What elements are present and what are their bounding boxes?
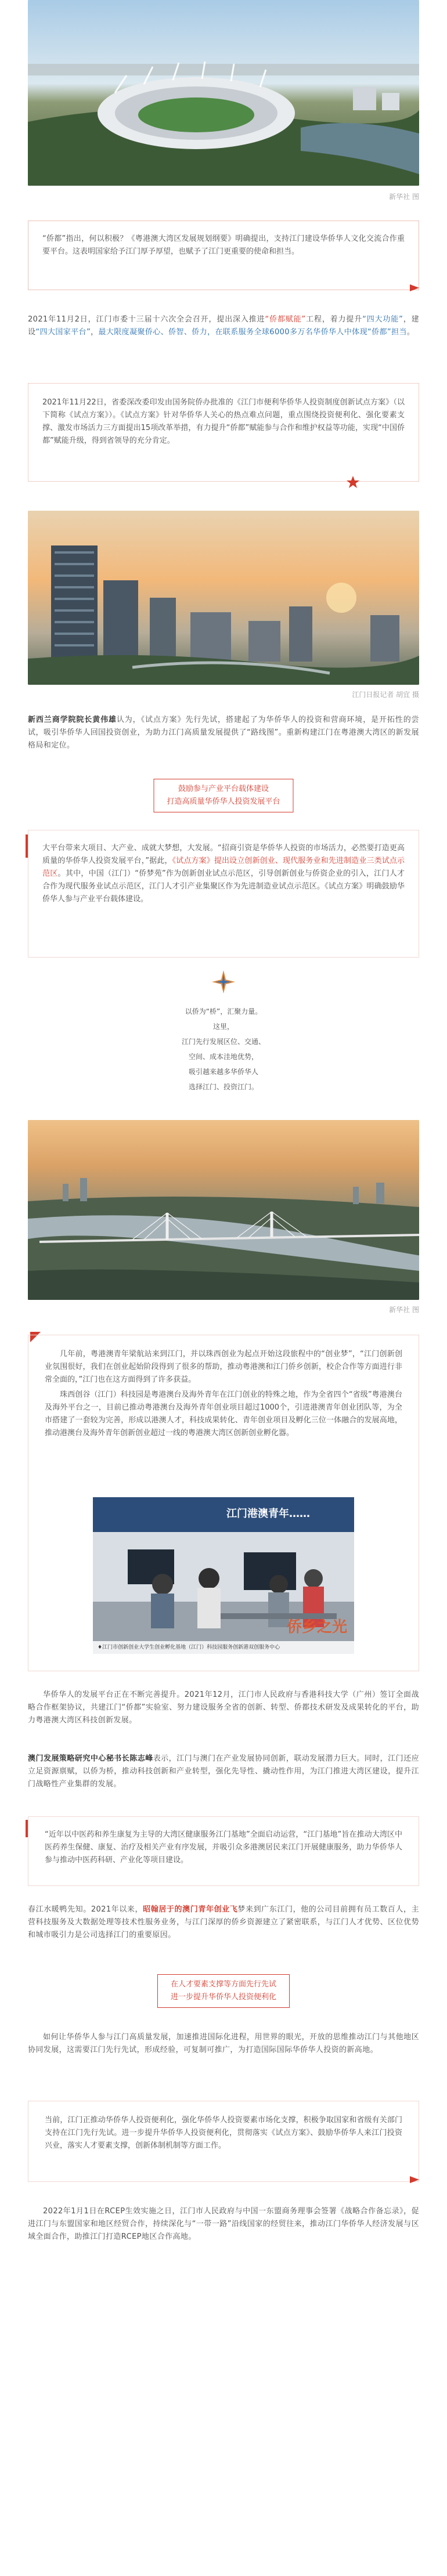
paragraph-plenary <box>28 313 419 339</box>
paragraph-globalization <box>28 2031 419 2057</box>
poem-line-5: 吸引越来越多华侨华人 <box>188 1068 258 1076</box>
platform-box <box>28 830 419 958</box>
photo-credit-3: 新华社 图 <box>389 1306 419 1314</box>
facilitation-box <box>28 2101 419 2182</box>
skyline-illustration <box>28 511 419 685</box>
poem-block <box>0 1004 447 1094</box>
para1-mid3: ， <box>91 328 99 337</box>
section-heading-line1: 鼓励参与产业平台载体建设 <box>178 785 269 793</box>
para1-mid1: 工程，着力提升 <box>305 315 363 324</box>
inset-sign: 江门港澳青年…… <box>226 1508 310 1520</box>
pilot-plan-text: 2021年11月22日，省委深改委印发由国务院侨办批准的《江门市便利华侨华人投资制度创新试点方案》（以下简称《试点方案》）。《试点方案》针对华侨华人关心的热点难点问题，重点围绕投资便利化、强化要素支撑、激发市场活力三方面提出15项改革举措，有力提升“侨都”赋能参与合作和维护权益等功能，实现“中国侨都”赋能升级，得到省领导的充分肯定。 <box>42 398 405 445</box>
platform-progress-text: 华侨华人的发展平台正在不断完善提升。2021年12月，江门市人民政府与香港科技大学（广州）签订全面战略合作框架协议，共建江门“侨都”实验室、努力建设服务全省的创新、转型、侨都技术研发及成果转化的平台，助力粤港澳大湾区科技创新发展。 <box>28 1690 419 1725</box>
pilot-plan-box <box>28 383 419 482</box>
poem-line-6: 选择江门、投资江门。 <box>188 1083 258 1091</box>
para5-lead: 春江水暖鸭先知。2021年以来， <box>28 1905 143 1914</box>
entrepreneur-para-1: 几年前，粤港澳青年梁航站来到江门，并以珠西创业为起点开始这段旅程中的“创业梦”，“江门创新创业氛围很好，我们在创业起始阶段得到了很多的帮助，推动粤港澳和江门侨乡创新，校企合作等方面进行非常全面的，”江门也在这方面得到了许多获益。 <box>45 1350 402 1384</box>
macao-expert-quote: 表示，江门与澳门在产业发展协同创新，联动发展潜力巨大。同时，江门还应立足资源禀赋，以侨为桥，推动科技创新和产业转型，强化先导性、撬动性作用，为江门推进大湾区建设，提升江门战略性产业集群的发展。 <box>28 1754 419 1789</box>
red-triangle-icon-2 <box>410 2176 419 2183</box>
bridge-aerial-photo <box>28 1120 419 1300</box>
para1-highlight-hero: “侨都赋能” <box>265 315 306 324</box>
inset-photo <box>93 1497 354 1654</box>
para1-mid2: ，建设 <box>28 315 419 337</box>
stadium-scene-illustration <box>28 0 419 186</box>
para1-lead: 2021年11月2日，江门市委十三届十六次全会召开，提出深入推进 <box>28 315 265 324</box>
facilitation-text: 当前，江门正推动华侨华人投资便利化，强化华侨华人投资要素市场化支撑，积极争取国家和省级有关部门支持在江门先行先试。进一步提升华侨华人投资便利化，贯彻落实《试点方案》、鼓励华侨华人来江门投资兴业，落实人才要素支撑，创新体制机制等方面工作。 <box>45 2116 402 2150</box>
rcep-text: 2022年1月1日在RCEP生效实施之日，江门市人民政府与中国一东盟商务理事会签署《战略合作备忘录》，促进江门与东盟国家和地区经贸合作，持续深化与“一带一路”沿线国家的经贸往来，推动江门华侨华人经济发展与区域全面合作，助推江门打造RCEP地区合作高地。 <box>28 2207 419 2241</box>
health-base-box <box>28 1816 419 1886</box>
city-skyline-photo <box>28 511 419 685</box>
para1-highlight-four-functions: “四大功能” <box>362 315 403 324</box>
globalization-text: 如何让华侨华人参与江门高质量发展，加速推进国际化进程，用世界的眼光，开放的思维推动江门与其他地区协同发展，这需要江门先行先试，形成经验，可复制可推广，为打造国际国际华侨华人投资的新高地。 <box>28 2033 419 2054</box>
bridge-illustration <box>28 1120 419 1300</box>
red-triangle-icon <box>410 284 419 291</box>
photo-credit-2: 江门日报记者 胡宜 摄 <box>352 691 419 699</box>
inset-watermark: 侨乡之光 <box>286 1618 347 1636</box>
section-heading-line2: 打造高质量华侨华人投资发展平台 <box>167 797 280 806</box>
red-star-icon <box>347 476 359 489</box>
expert-quote: 认为，《试点方案》先行先试，搭建起了为华侨华人的投资和营商环境，是开拓性的尝试，吸引华侨华人回国投资创业，为助力江门高质量发展提供了“路线图”。重新构建江门在粤港澳大湾区的新发展格局和定位。 <box>28 716 419 750</box>
expert-name: 新西兰商学院院长黄伟雄 <box>28 716 117 724</box>
platform-highlight: 《试点方案》提出设立创新创业、现代服务业和先进制造业三类试点示范区 <box>42 857 405 878</box>
intro-text: “侨都”指出，何以积极？《粤港澳大湾区发展规划纲要》明确提出，支持江门建设华侨华人文化交流合作重要平台。这表明国家给予江门厚予厚望，也赋予了江门更重要的使命和担当。 <box>42 234 405 256</box>
four-point-star-icon <box>212 970 235 993</box>
platform-text-lead: 大平台带来大项目、大产业、成就大梦想，大发展。“招商引资是华侨华人投资的市场活力，必然要打造更高质量的华侨华人投资发展平台，”据此， <box>42 844 405 865</box>
photo-credit: 新华社 图 <box>389 193 419 201</box>
paragraph-macao-view <box>28 1753 419 1791</box>
para1-highlight-gather: 最大限度凝聚侨心、侨智、侨力，在联系服务全球6000多万名华侨华人中体现“侨都”担当 <box>98 328 407 337</box>
section-heading-platform <box>153 779 293 812</box>
section-heading-talent-line2: 进一步提升华侨华人投资便利化 <box>170 1993 277 2001</box>
para5-highlight: 昭翰居于的澳门青年创业飞 <box>143 1905 238 1914</box>
poem-line-2: 这里， <box>212 1023 234 1031</box>
section-heading-talent-line1: 在人才要素支撑等方面先行先试 <box>170 1980 277 1989</box>
poem-line-1: 以侨为“桥”，汇聚力量。 <box>185 1007 262 1016</box>
poem-line-4: 空间、成本洼地优势， <box>188 1053 258 1061</box>
paragraph-rcep <box>28 2205 419 2243</box>
stadium-aerial-photo <box>28 0 419 186</box>
platform-text-tail: 。其中，中国（江门）“侨梦苑”作为创新创业试点示范区，引导创新创业与侨资企业的引入，江门人才合作为现代服务业试点示范区，江门人才引产业集聚区作为先进制造业试点示范区。《试点方案》明确鼓励华侨华人参与产业平台载体建设。 <box>42 869 405 904</box>
inset-caption: ♦江门市创新创业大学生创业孵化基地（江门）科技园服务创新港双创服务中心 <box>93 1641 354 1654</box>
para1-tail: 。 <box>406 328 415 337</box>
macao-expert-name: 澳门发展策略研究中心秘书长陈志峰 <box>28 1754 153 1763</box>
para1-highlight-four-platforms: “四大国家平台” <box>35 328 91 337</box>
entrepreneur-para-2: 珠西创谷（江门）科技园是粤港澳台及海外青年在江门创业的特殊之地，作为全省四个“省级”粤港澳台及海外平台之一，目前已推动粤港澳台及海外青年创业项目超过1000个，引进港澳青年创业团队等，为全市搭建了一套较为完善，形成以港澳人才，科技成果转化、青年创业项目及孵化三位一体融合的发展高地，推动港澳台及海外青年创新创业超过一线的粤港澳大湾区创新创业孵化器。 <box>45 1390 402 1437</box>
paragraph-expert-view <box>28 714 419 752</box>
paragraph-platform-progress <box>28 1689 419 1727</box>
section-heading-talent <box>157 1974 290 2008</box>
intro-quote-box <box>28 221 419 290</box>
health-base-text: “近年以中医药和养生康复为主导的大湾区健康服务江门基地”全面启动运营，“江门基地”旨在推动大湾区中医药养生保健、康复、治疗及相关产业有序发展，并吸引众多港澳居民来江门开展健康服务，助力华侨华人参与推动中医药科研、产业化等项目建设。 <box>45 1830 402 1865</box>
poem-line-3: 江门先行发展区位、交通、 <box>181 1038 265 1046</box>
paragraph-macao-youth <box>28 1903 419 1942</box>
para5-text: 梦来到广东江门，他的公司目前拥有员工数百人，主营科技服务及大数据处理等技术性服务业务，与江门深厚的侨乡资源建立了紧密联系，与江门人才优势、区位优势和城市吸引力是公司选择江门的重要原因。 <box>28 1905 420 1939</box>
